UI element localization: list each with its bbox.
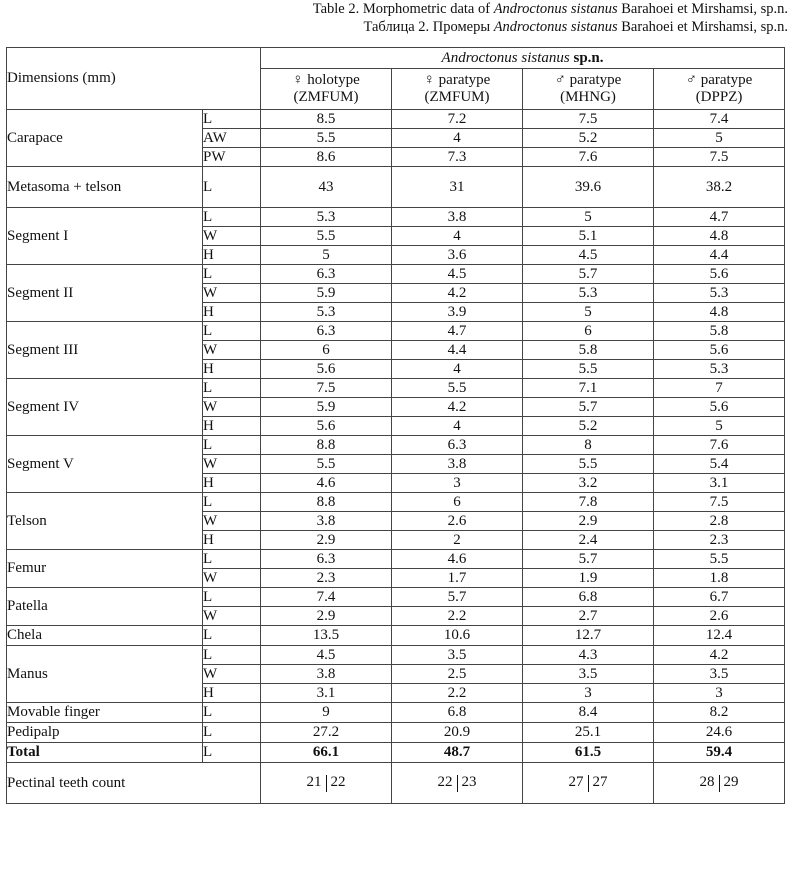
measure-value: 2.8 [654,512,785,531]
measure-value: 2.9 [261,531,392,550]
measure-dimension: L [203,626,261,646]
measure-dimension: L [203,322,261,341]
measure-value: 5.6 [261,417,392,436]
pectinal-separator [719,775,720,792]
measure-value: 1.8 [654,569,785,588]
measure-value: 4.3 [523,646,654,665]
measure-dimension: L [203,265,261,284]
measure-value: 5.3 [523,284,654,303]
measure-value: 3.5 [523,665,654,684]
measure-value: 5.5 [523,455,654,474]
table-row [7,110,785,129]
measure-value: 3.8 [261,665,392,684]
measure-value: 3 [654,684,785,703]
measure-value: 6.8 [392,703,523,723]
pectinal-right: 23 [461,774,477,791]
specimen-sex-status: ♂ paratype [554,72,622,88]
pectinal-pair [307,774,346,791]
dimensions-header: Dimensions (mm) [7,48,261,110]
measure-dimension: AW [203,129,261,148]
measure-value: 4.4 [654,246,785,265]
measure-value: 8.2 [654,703,785,723]
measure-value: 4.5 [392,265,523,284]
measure-dimension: L [203,167,261,208]
table-row [7,167,785,208]
measure-dimension: H [203,684,261,703]
measure-name: Segment I [7,208,203,265]
measure-value: 48.7 [392,743,523,763]
specimen-collection: (MHNG) [560,89,616,105]
measure-value: 2.6 [654,607,785,626]
measure-value: 6.3 [392,436,523,455]
measure-value: 3.8 [392,208,523,227]
measure-dimension: H [203,531,261,550]
measure-value: 5.4 [654,455,785,474]
measure-value: 8.5 [261,110,392,129]
measure-value: 3.8 [261,512,392,531]
measure-value: 5.9 [261,398,392,417]
measure-dimension: L [203,588,261,607]
measure-value: 7.5 [654,148,785,167]
measure-value: 5.7 [523,550,654,569]
measure-value: 3.2 [523,474,654,493]
measure-value: 6 [261,341,392,360]
pectinal-separator [588,775,589,792]
specimen-header [523,69,654,110]
table-row [7,723,785,743]
measure-value: 5.6 [654,398,785,417]
measure-value: 43 [261,167,392,208]
measure-value: 20.9 [392,723,523,743]
measure-dimension: W [203,512,261,531]
measure-value: 3 [392,474,523,493]
measure-dimension: H [203,303,261,322]
measure-dimension: L [203,550,261,569]
measure-value: 6.3 [261,322,392,341]
pectinal-pair [438,774,477,791]
measure-value: 3.1 [654,474,785,493]
measure-dimension: W [203,665,261,684]
measure-dimension: L [203,208,261,227]
measure-value: 5 [523,208,654,227]
pectinal-right: 27 [592,774,608,791]
species-header: Androctonus sistanus sp.n. [261,48,785,69]
measure-dimension: W [203,227,261,246]
specimen-collection: (DPPZ) [695,89,743,105]
measure-value: 8 [523,436,654,455]
measure-name: Pedipalp [7,723,203,743]
specimen-header [261,69,392,110]
specimen-header [654,69,785,110]
measure-value: 12.4 [654,626,785,646]
measure-dimension: W [203,284,261,303]
measure-value: 4.2 [392,398,523,417]
pectinal-label: Pectinal teeth count [7,763,261,804]
measure-value: 2.6 [392,512,523,531]
measure-value: 5.3 [261,303,392,322]
specimen-collection: (ZMFUM) [424,89,490,105]
measure-dimension: H [203,360,261,379]
measure-dimension: L [203,646,261,665]
measure-value: 5.7 [523,265,654,284]
caption-english: Table 2. Morphometric data of Androctonus sistanus Barahoei et Mirshamsi, sp.n. [312,1,788,17]
pectinal-row [7,763,785,804]
measure-dimension: L [203,703,261,723]
measure-value: 1.7 [392,569,523,588]
measure-value: 7.8 [523,493,654,512]
measure-value: 27.2 [261,723,392,743]
measure-value: 5.5 [261,227,392,246]
measure-value: 25.1 [523,723,654,743]
measure-value: 2.4 [523,531,654,550]
specimen-sex-status: ♀ paratype [423,72,491,88]
measure-value: 5 [261,246,392,265]
measure-value: 7.4 [654,110,785,129]
measure-name: Total [7,743,203,763]
total-row [7,743,785,763]
table-row [7,550,785,569]
pectinal-count [392,763,523,804]
measure-name: Femur [7,550,203,588]
measure-value: 2.2 [392,684,523,703]
measure-dimension: W [203,341,261,360]
measure-value: 4.2 [392,284,523,303]
specimen-sex-status: ♀ holotype [292,72,360,88]
measure-value: 61.5 [523,743,654,763]
table-row [7,379,785,398]
measure-value: 4 [392,417,523,436]
measure-name: Manus [7,646,203,703]
measure-value: 6.7 [654,588,785,607]
measure-dimension: H [203,246,261,265]
measure-value: 3 [523,684,654,703]
measure-dimension: W [203,398,261,417]
measure-dimension: L [203,379,261,398]
measure-value: 4 [392,227,523,246]
table-row [7,265,785,284]
measure-value: 4.2 [654,646,785,665]
measure-value: 2.3 [654,531,785,550]
measure-value: 7.3 [392,148,523,167]
table-row [7,208,785,227]
measure-value: 4.4 [392,341,523,360]
measure-value: 6.3 [261,550,392,569]
measure-value: 2.5 [392,665,523,684]
measure-value: 7.6 [654,436,785,455]
pectinal-left: 22 [437,774,453,791]
measure-value: 4.8 [654,303,785,322]
table-row [7,493,785,512]
measure-value: 5.2 [523,129,654,148]
measure-name: Chela [7,626,203,646]
measure-value: 6 [392,493,523,512]
measure-value: 8.4 [523,703,654,723]
measure-value: 5.7 [392,588,523,607]
measure-value: 2.7 [523,607,654,626]
measure-value: 5.5 [261,455,392,474]
measure-value: 7.5 [523,110,654,129]
measure-value: 5.3 [654,360,785,379]
measure-value: 8.6 [261,148,392,167]
measure-value: 4 [392,129,523,148]
measure-dimension: L [203,110,261,129]
measure-value: 3.1 [261,684,392,703]
measure-value: 5.6 [654,265,785,284]
measure-dimension: L [203,493,261,512]
measure-value: 5.5 [654,550,785,569]
table-caption [313,0,788,36]
measure-value: 8.8 [261,493,392,512]
measure-dimension: PW [203,148,261,167]
measure-value: 3.5 [392,646,523,665]
measure-name: Metasoma + telson [7,167,203,208]
measure-value: 5.8 [523,341,654,360]
morphometric-table [6,47,785,804]
pectinal-separator [326,775,327,792]
measure-value: 31 [392,167,523,208]
measure-value: 4.7 [392,322,523,341]
measure-value: 2.2 [392,607,523,626]
measure-value: 6.8 [523,588,654,607]
measure-value: 2.3 [261,569,392,588]
measure-name: Carapace [7,110,203,167]
measure-value: 5.6 [654,341,785,360]
pectinal-pair [700,774,739,791]
table-row [7,588,785,607]
measure-value: 5.3 [261,208,392,227]
measure-value: 4.5 [523,246,654,265]
measure-value: 8.8 [261,436,392,455]
measure-value: 59.4 [654,743,785,763]
measure-value: 7.2 [392,110,523,129]
measure-value: 6.3 [261,265,392,284]
pectinal-left: 21 [306,774,322,791]
measure-name: Movable finger [7,703,203,723]
measure-value: 10.6 [392,626,523,646]
measure-dimension: H [203,474,261,493]
measure-dimension: L [203,436,261,455]
measure-value: 5.6 [261,360,392,379]
measure-value: 7.5 [261,379,392,398]
measure-name: Segment V [7,436,203,493]
measure-value: 6 [523,322,654,341]
table-row [7,322,785,341]
measure-name: Patella [7,588,203,626]
specimen-header [392,69,523,110]
measure-value: 2.9 [261,607,392,626]
measure-value: 38.2 [654,167,785,208]
pectinal-right: 29 [723,774,739,791]
pectinal-count [261,763,392,804]
table-row [7,703,785,723]
measure-value: 3.8 [392,455,523,474]
measure-dimension: W [203,569,261,588]
measure-value: 66.1 [261,743,392,763]
measure-value: 4.6 [392,550,523,569]
measure-value: 3.6 [392,246,523,265]
measure-name: Telson [7,493,203,550]
measure-value: 13.5 [261,626,392,646]
measure-value: 5 [654,417,785,436]
measure-dimension: L [203,723,261,743]
pectinal-left: 27 [568,774,584,791]
measure-value: 4.5 [261,646,392,665]
measure-value: 2.9 [523,512,654,531]
specimen-sex-status: ♂ paratype [685,72,753,88]
measure-value: 4.8 [654,227,785,246]
table-row [7,626,785,646]
table-row [7,436,785,455]
measure-value: 1.9 [523,569,654,588]
table-row [7,646,785,665]
measure-value: 12.7 [523,626,654,646]
pectinal-count [654,763,785,804]
pectinal-left: 28 [699,774,715,791]
measure-value: 5.3 [654,284,785,303]
measure-value: 5.9 [261,284,392,303]
measure-dimension: W [203,455,261,474]
pectinal-pair [569,774,608,791]
specimen-collection: (ZMFUM) [293,89,359,105]
pectinal-separator [457,775,458,792]
measure-name: Segment IV [7,379,203,436]
measure-name: Segment III [7,322,203,379]
measure-value: 7.6 [523,148,654,167]
measure-value: 24.6 [654,723,785,743]
measure-value: 5.2 [523,417,654,436]
measure-value: 5.5 [392,379,523,398]
measure-value: 4 [392,360,523,379]
measure-value: 4.6 [261,474,392,493]
pectinal-count [523,763,654,804]
measure-value: 7 [654,379,785,398]
measure-value: 7.5 [654,493,785,512]
pectinal-right: 22 [330,774,346,791]
measure-value: 5.1 [523,227,654,246]
measure-value: 39.6 [523,167,654,208]
measure-value: 5.7 [523,398,654,417]
measure-dimension: L [203,743,261,763]
measure-value: 3.5 [654,665,785,684]
measure-value: 5.5 [261,129,392,148]
measure-value: 9 [261,703,392,723]
measure-value: 2 [392,531,523,550]
measure-value: 7.1 [523,379,654,398]
caption-russian: Таблица 2. Промеры Androctonus sistanus Barahoei et Mirshamsi, sp.n. [363,19,788,35]
measure-dimension: H [203,417,261,436]
measure-value: 5 [654,129,785,148]
measure-value: 5.5 [523,360,654,379]
measure-value: 4.7 [654,208,785,227]
measure-dimension: W [203,607,261,626]
measure-value: 7.4 [261,588,392,607]
measure-value: 5 [523,303,654,322]
measure-name: Segment II [7,265,203,322]
measure-value: 5.8 [654,322,785,341]
measure-value: 3.9 [392,303,523,322]
